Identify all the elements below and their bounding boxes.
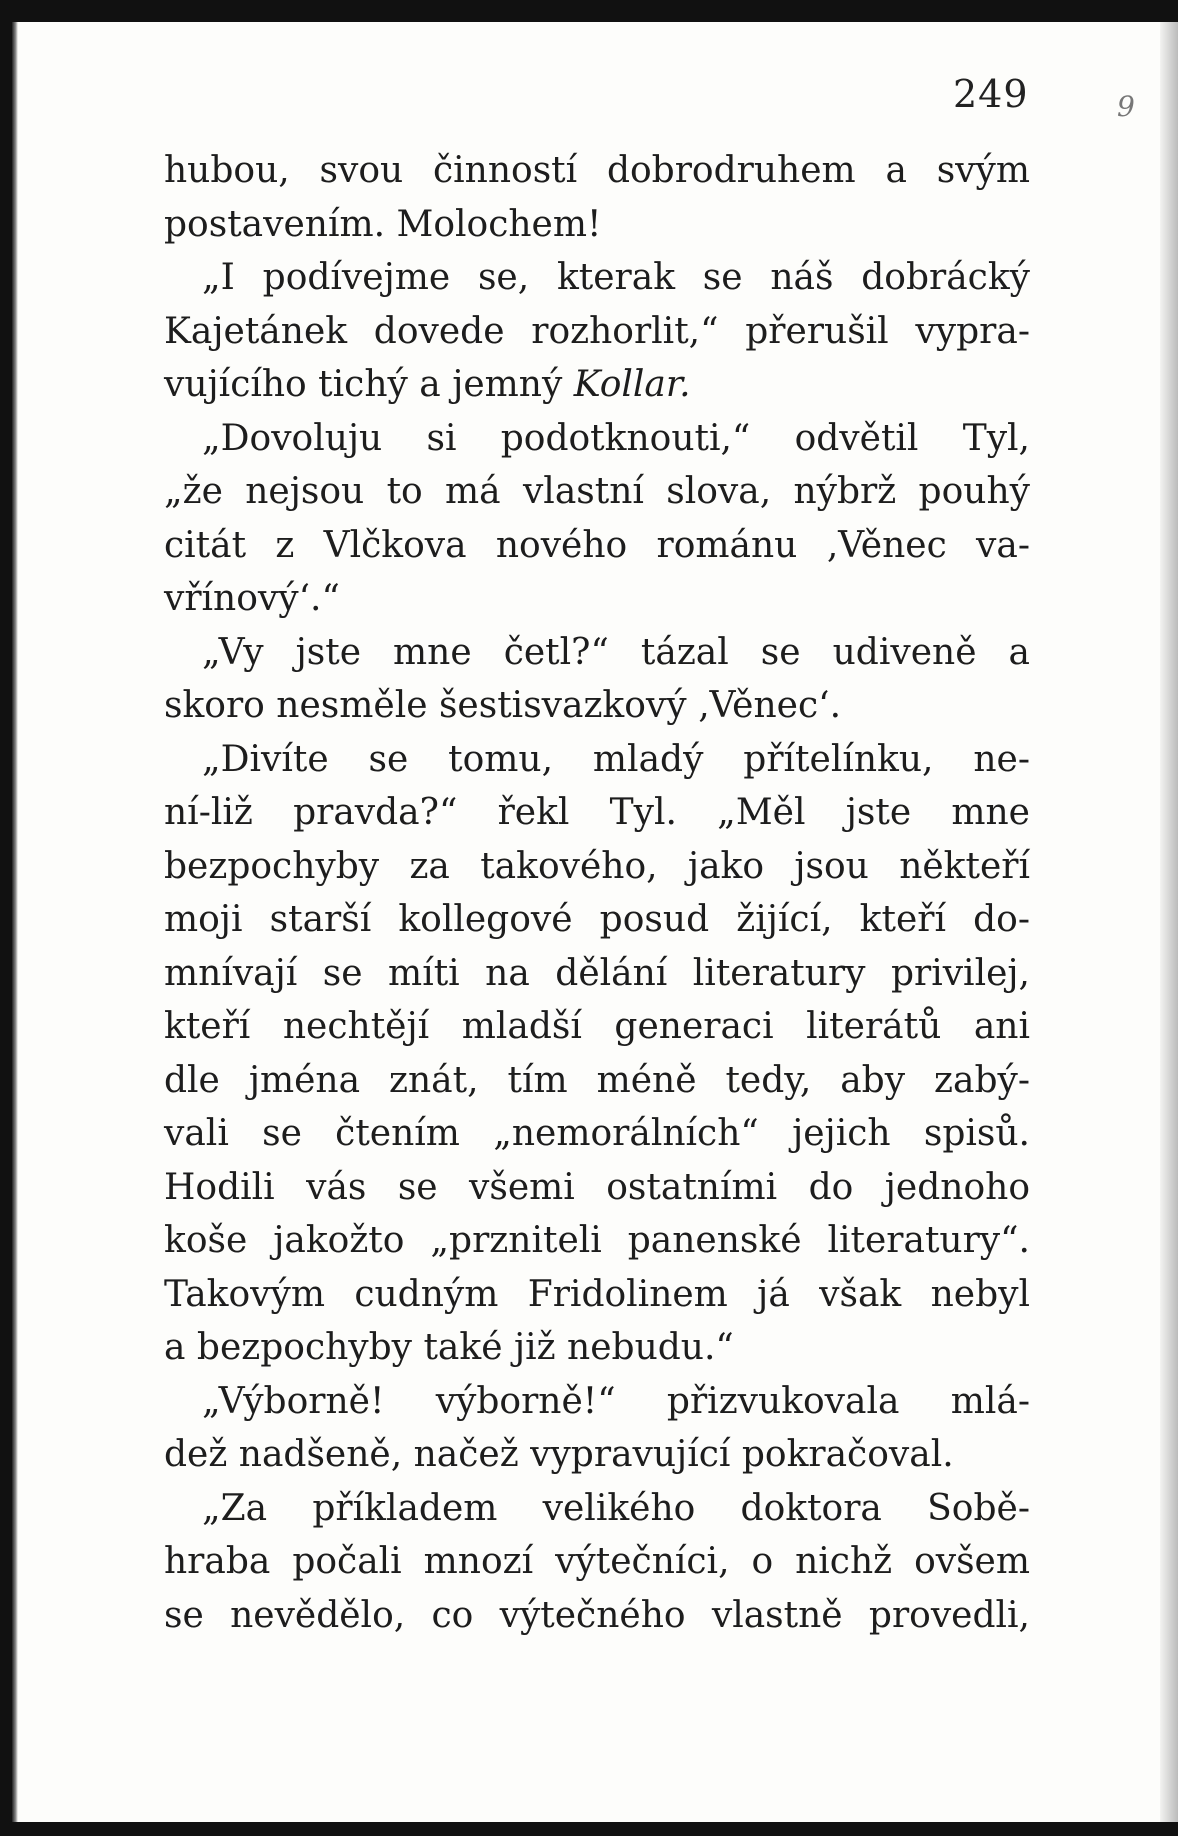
text-line-content: citát z Vlčkova nového románu ‚Věnec va- (164, 524, 1030, 566)
text-line (164, 1321, 1030, 1375)
text-line-content: kteří nechtějí mladší generaci literátů ani (164, 1006, 1030, 1047)
text-line (164, 1000, 1030, 1054)
text-line (164, 1482, 1030, 1536)
text-line (164, 1268, 1030, 1322)
text-line (164, 1107, 1030, 1161)
text-line (164, 1589, 1030, 1643)
text-line-content: mnívají se míti na dělání literatury privilej, (164, 952, 1030, 994)
edge-mark: 9 (1117, 90, 1135, 123)
text-line (164, 198, 1030, 252)
text-line-content: a bezpochyby také již nebudu.“ (164, 1327, 734, 1368)
text-line (164, 733, 1030, 787)
text-line (164, 626, 1030, 680)
body-text (164, 144, 1030, 1642)
text-line-content: vřínový‘.“ (164, 578, 340, 619)
text-line-content: Hodili vás se všemi ostatními do jednoho (164, 1166, 1030, 1208)
text-line-content: dle jména znát, tím méně tedy, aby zabý- (164, 1059, 1030, 1101)
text-line (164, 1535, 1030, 1589)
text-line-content: „Výborně! výborně!“ přizvukovala mlá- (202, 1380, 1030, 1422)
text-line (164, 947, 1030, 1001)
book-page (12, 22, 1178, 1822)
text-line (164, 251, 1030, 305)
text-line (164, 786, 1030, 840)
text-line (164, 1375, 1030, 1429)
text-line (164, 840, 1030, 894)
page-binding-shadow (12, 22, 18, 1822)
text-line (164, 465, 1030, 519)
text-line (164, 893, 1030, 947)
text-line (164, 358, 1030, 412)
text-line-content: koše jakožto „przniteli panenské literatury“. (164, 1220, 1030, 1261)
text-line-content: „Vy jste mne četl?“ tázal se udiveně a (202, 631, 1030, 673)
text-line (164, 1054, 1030, 1108)
text-line (164, 1214, 1030, 1268)
text-line-content: bezpochyby za takového, jako jsou někteří (164, 845, 1030, 887)
text-line (164, 679, 1030, 733)
text-line-content: „Za příkladem velikého doktora Sobě- (202, 1487, 1030, 1529)
text-line (164, 305, 1030, 359)
text-line-content: hubou, svou činností dobrodruhem a svým (164, 150, 1030, 191)
text-line-content: ní-liž pravda?“ řekl Tyl. „Měl jste mne (164, 792, 1030, 833)
text-line-content: dež nadšeně, načež vypravující pokračoval. (164, 1434, 954, 1475)
text-line (164, 572, 1030, 626)
text-line (164, 1161, 1030, 1215)
text-line-content: „Divíte se tomu, mladý přítelínku, ne- (202, 738, 1030, 780)
text-line-content: vujícího tichý a jemný (164, 364, 574, 405)
text-line-content: Kajetánek dovede rozhorlit,“ přerušil vypra- (164, 310, 1030, 352)
text-line-content: „Dovoluju si podotknouti,“ odvětil Tyl, (202, 417, 1030, 459)
text-line (164, 519, 1030, 573)
text-line-content: Takovým cudným Fridolinem já však nebyl (164, 1273, 1030, 1315)
page-number: 249 (953, 72, 1029, 116)
page-edge-shadow (1160, 22, 1178, 1822)
text-line-content: vali se čtením „nemorálních“ jejich spisů. (164, 1113, 1030, 1154)
italic-name: Kollar. (573, 364, 691, 405)
text-line-content: se nevědělo, co výtečného vlastně provedli, (164, 1594, 1030, 1636)
text-line-content: „že nejsou to má vlastní slova, nýbrž pouhý (164, 471, 1030, 512)
text-line (164, 1428, 1030, 1482)
text-line-content: moji starší kollegové posud žijící, kteří do- (164, 899, 1030, 940)
text-line (164, 144, 1030, 198)
text-line-content: hraba počali mnozí výtečníci, o nichž ovšem (164, 1541, 1030, 1582)
text-line-content: skoro nesměle šestisvazkový ‚Věnec‘. (164, 685, 842, 726)
text-line-content: postavením. Molochem! (164, 203, 602, 245)
text-line (164, 412, 1030, 466)
text-line-content: „I podívejme se, kterak se náš dobrácký (202, 257, 1030, 298)
